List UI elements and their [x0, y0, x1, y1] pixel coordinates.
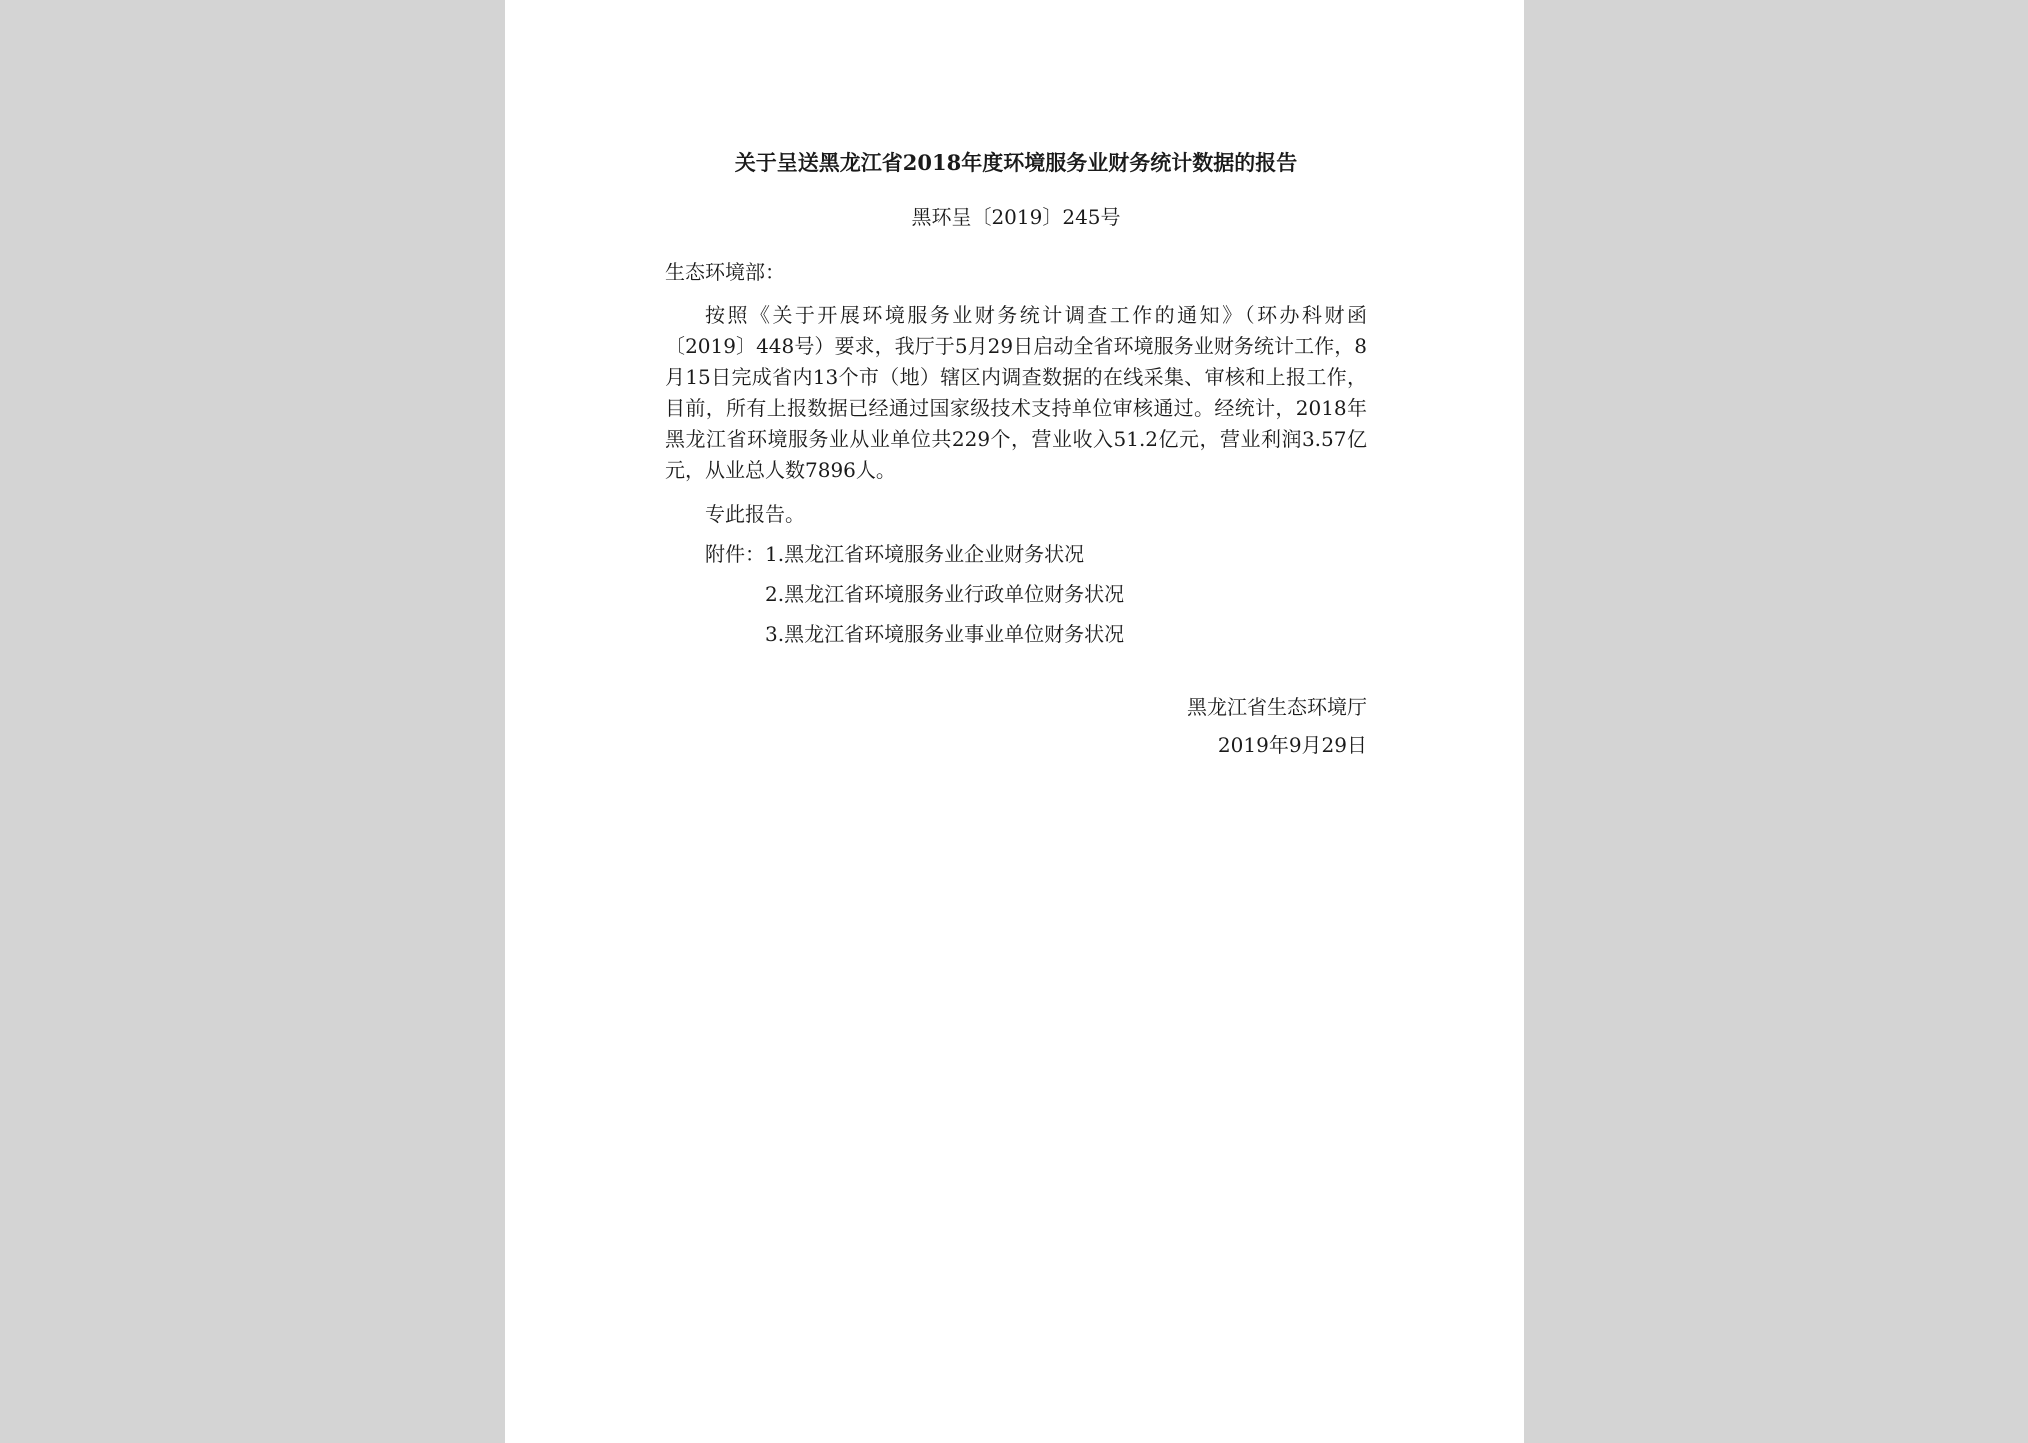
- attachment-text: 3.黑龙江省环境服务业事业单位财务状况: [765, 622, 1125, 646]
- salutation: 生态环境部：: [665, 260, 785, 284]
- attachment-item: [705, 614, 1367, 654]
- attachment-text: 1.黑龙江省环境服务业企业财务状况: [765, 542, 1085, 566]
- attachment-item: [705, 574, 1367, 614]
- document-number: 黑环呈〔2019〕245号: [911, 205, 1121, 229]
- page-content: [665, 145, 1367, 764]
- document-title: 关于呈送黑龙江省2018年度环境服务业财务统计数据的报告: [734, 150, 1298, 175]
- attachment-item: [705, 534, 1367, 574]
- document-page: [505, 0, 1524, 1443]
- body-paragraph: 按照《关于开展环境服务业财务统计调查工作的通知》（环办科财函〔2019〕448号）要求，我厅于5月29日启动全省环境服务业财务统计工作，8月15日完成省内13个市（地）辖区内调查数据的在线采集、审核和上报工作，目前，所有上报数据已经通过国家级技术支持单位审核通过。经统计，2018年黑龙江省环境服务业从业单位共229个，营业收入51.2亿元，营业利润3.57亿元，从业总人数7896人。: [665, 303, 1367, 482]
- closing-line: 专此报告。: [705, 502, 805, 526]
- signature-org: 黑龙江省生态环境厅: [1187, 695, 1367, 719]
- signature-block: [665, 688, 1367, 764]
- signature-date: 2019年9月29日: [1217, 733, 1367, 757]
- attachments-list: [665, 534, 1367, 654]
- attachment-text: 2.黑龙江省环境服务业行政单位财务状况: [765, 582, 1125, 606]
- attachments-label: 附件：: [705, 542, 765, 566]
